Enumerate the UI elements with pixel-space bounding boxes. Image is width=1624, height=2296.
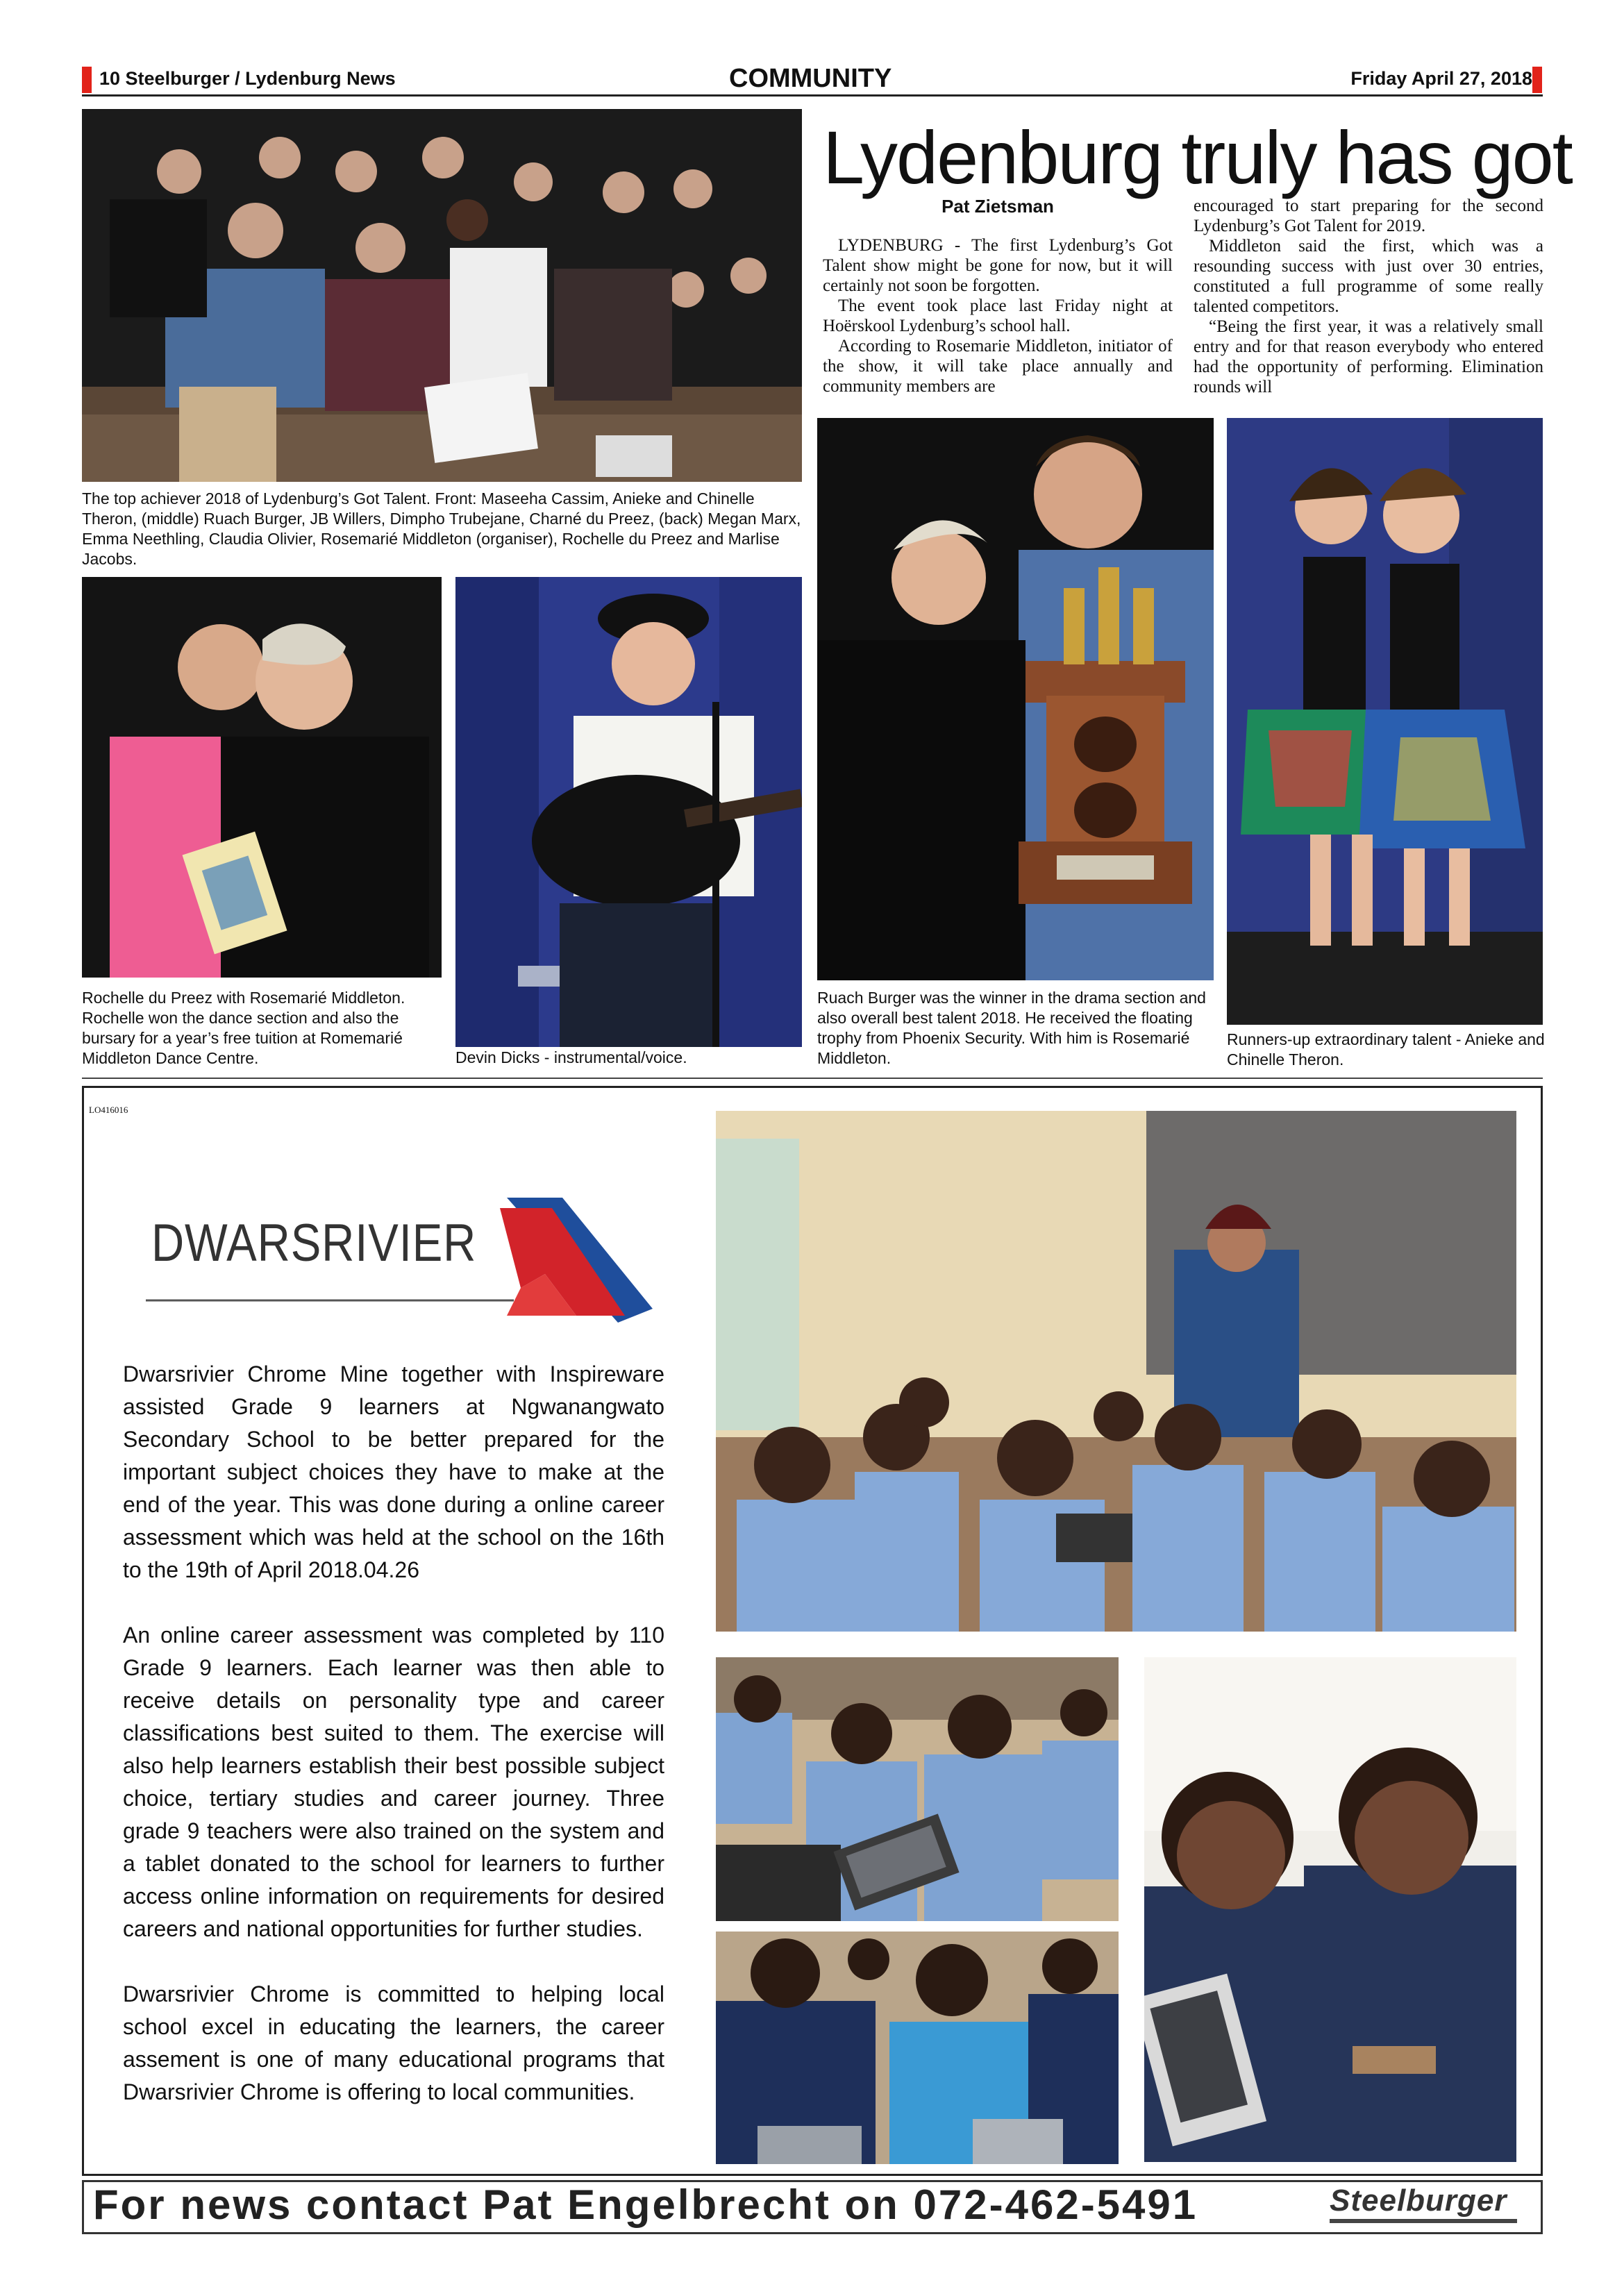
header-right-marker: [1532, 67, 1542, 93]
section-title: COMMUNITY: [729, 64, 892, 93]
article-column-1: [823, 235, 1173, 396]
advert-body: [123, 1358, 664, 2141]
caption-group-photo: The top achiever 2018 of Lydenburg’s Got Talent. Front: Maseeha Cassim, Anieke and Chinelle Theron, (middle) Ruach Burger, JB Willers, Dimpho Trubejane, Charné du Preez, (back) Megan Marx, Emma Neethling, Claudia Olivier, Rosemarié Middleton (organiser), Rochelle du Preez and Marlise Jacobs.: [82, 489, 801, 568]
advert-paragraph: Dwarsrivier Chrome Mine together with Inspireware assisted Grade 9 learners at Ngwanangwato Secondary School to be better prepared for the important subject choices they have to make at the end of the year. This was done during a online career assessment which was held at the school on the 16th to the 19th of April 2018.04.26: [123, 1361, 664, 1582]
steelburger-logo-underline: [1330, 2219, 1517, 2223]
footer-contact: For news contact Pat Engelbrecht on 072-462-5491: [93, 2181, 1198, 2228]
photo-classroom-teacher: [716, 1111, 1516, 1632]
group-photo: [82, 109, 802, 482]
page-folio: 10 Steelburger / Lydenburg News: [99, 68, 396, 89]
photo-learners-closeup: [1144, 1657, 1516, 2162]
header-rule: [82, 94, 1543, 97]
article-paragraph: “Being the first year, it was a relatively small entry and for that reason everybody who entered had the opportunity of performing. Elimination rounds will: [1194, 317, 1543, 396]
photo-ruach-trophy: [817, 418, 1214, 980]
article-paragraph: LYDENBURG - The first Lydenburg’s Got Talent show might be gone for now, but it will certainly not soon be forgotten.: [823, 236, 1173, 295]
caption-ruach: Ruach Burger was the winner in the drama section and also overall best talent 2018. He received the floating trophy from Phoenix Security. With him is Rosemarié Middleton.: [817, 989, 1206, 1067]
dwarsrivier-logo: [146, 1184, 653, 1323]
article-byline: Pat Zietsman: [941, 196, 1054, 217]
article-headline: Lydenburg truly has got: [823, 115, 1572, 199]
header-left-marker: [82, 67, 92, 93]
photo-runners-up: [1227, 418, 1543, 1025]
steelburger-logo-text: Steelburger: [1330, 2184, 1507, 2218]
caption-devin: Devin Dicks - instrumental/voice.: [455, 1048, 687, 1066]
advert-paragraph: Dwarsrivier Chrome is committed to helping local school excel in educating the learners, the career assement is one of many educational programs that Dwarsrivier Chrome is offering to local communities.: [123, 1981, 664, 2104]
advert-code: LO416016: [89, 1105, 128, 1115]
caption-runners-up: Runners-up extraordinary talent - Anieke and Chinelle Theron.: [1227, 1030, 1545, 1069]
advert-paragraph: An online career assessment was completed by 110 Grade 9 learners. Each learner was then able to receive details on personality type and career classifications best suited to them. The exercise will also help learners establish their best possible subject choice, tertiary studies and career journey. Three grade 9 teachers were also trained on the system and a tablet donated to the school for learners to further access online information on requirements for desired careers and national opportunities for further studies.: [123, 1623, 664, 1941]
photo-devin-dicks: [455, 577, 802, 1047]
photo-learners-uniforms: [716, 1932, 1119, 2164]
article-paragraph: Middleton said the first, which was a resounding success with just over 30 entries, constituted a full programme of some really talented competitors.: [1194, 237, 1543, 316]
issue-date: Friday April 27, 2018: [1350, 68, 1532, 89]
photo-rochelle-rosemarie: [82, 577, 442, 978]
dwarsrivier-logo-text: DWARSRIVIER: [151, 1214, 477, 1273]
caption-rochelle: Rochelle du Preez with Rosemarié Middleton. Rochelle won the dance section and also the bursary for a year’s free tuition at Romemarié Middleton Dance Centre.: [82, 989, 405, 1067]
article-paragraph: According to Rosemarie Middleton, initiator of the show, it will take place annually and community members are: [823, 337, 1173, 396]
article-paragraph: The event took place last Friday night at Hoërskool Lydenburg’s school hall.: [823, 296, 1173, 335]
photo-learners-tablets: [716, 1657, 1119, 1921]
article-paragraph: encouraged to start preparing for the second Lydenburg’s Got Talent for 2019.: [1194, 196, 1543, 235]
steelburger-logo: [1330, 2184, 1531, 2226]
section-divider: [82, 1078, 1543, 1079]
article-column-2: [1194, 196, 1543, 397]
